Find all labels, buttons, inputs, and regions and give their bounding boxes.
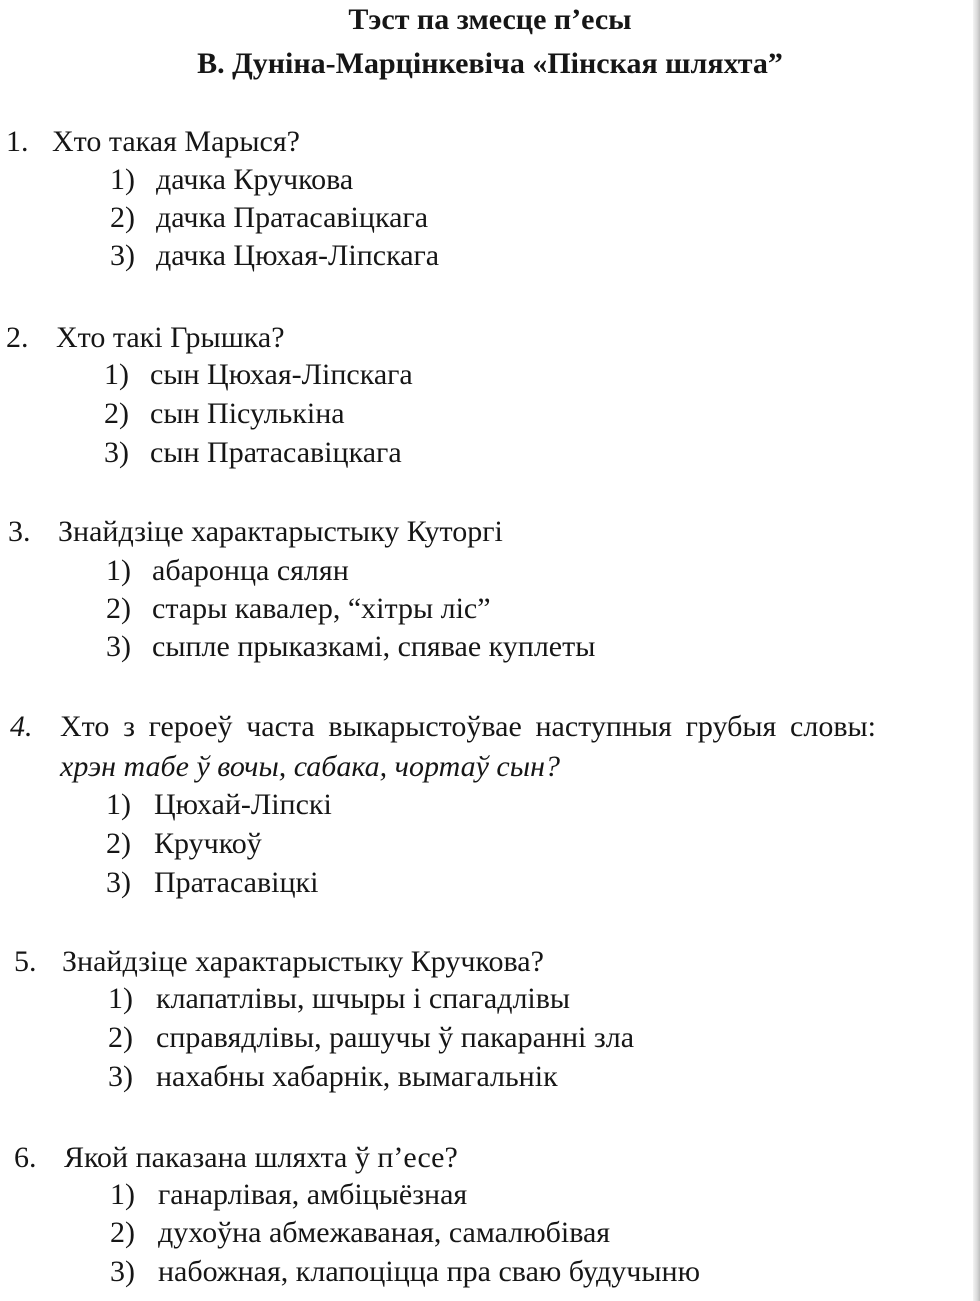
option-number: 1) xyxy=(108,982,133,1015)
question-4-option-2 xyxy=(106,826,262,862)
question-quote: хрэн табе ў вочы, сабака, чортаў сын? xyxy=(60,750,560,783)
question-number: 2. xyxy=(6,321,29,354)
option-number: 1) xyxy=(104,358,129,391)
question-2-option-1 xyxy=(104,357,413,393)
option-text: Кручкоў xyxy=(154,827,262,860)
question-text: Знайдзіце характарыстыку Куторгі xyxy=(58,515,503,548)
option-text: сын Пратасавіцкага xyxy=(150,436,402,469)
option-text: набожная, клапоціцца пра сваю будучыню xyxy=(158,1255,701,1288)
option-number: 3) xyxy=(110,1255,135,1288)
title-line-1: Тэст па змесце п’есы xyxy=(348,3,632,36)
question-5-option-2 xyxy=(108,1020,634,1056)
question-2-option-3 xyxy=(104,435,402,471)
question-1-option-3 xyxy=(110,238,439,274)
question-3-option-2 xyxy=(106,591,491,627)
question-3-option-1 xyxy=(106,553,349,589)
option-number: 3) xyxy=(110,239,135,272)
question-3-option-3 xyxy=(106,629,595,665)
question-6-option-2 xyxy=(110,1215,610,1251)
question-5 xyxy=(14,944,544,980)
question-4 xyxy=(60,707,876,787)
option-text: стары кавалер, “хітры ліс” xyxy=(152,592,491,625)
scan-edge xyxy=(973,0,980,1301)
option-number: 3) xyxy=(108,1060,133,1093)
option-number: 2) xyxy=(106,827,131,860)
question-1-option-2 xyxy=(110,200,428,236)
question-6-option-3 xyxy=(110,1254,700,1290)
question-number: 3. xyxy=(8,515,31,548)
option-number: 2) xyxy=(110,1216,135,1249)
option-number: 2) xyxy=(104,397,129,430)
question-text: Якой паказана шляхта ў п’есе? xyxy=(64,1141,458,1174)
question-1-option-1 xyxy=(110,162,353,198)
option-text: сын Цюхая-Ліпскага xyxy=(150,358,413,391)
option-number: 1) xyxy=(106,554,131,587)
option-number: 1) xyxy=(106,788,131,821)
title-line-2: В. Дуніна-Марцінкевіча «Пінская шляхта” xyxy=(197,47,783,80)
question-number: 5. xyxy=(14,945,37,978)
option-number: 2) xyxy=(106,592,131,625)
question-text: Хто такі Грышка? xyxy=(56,321,285,354)
option-text: абаронца сялян xyxy=(152,554,349,587)
option-text: нахабны хабарнік, вымагальнік xyxy=(156,1060,558,1093)
option-number: 3) xyxy=(104,436,129,469)
option-text: ганарлівая, амбіцыёзная xyxy=(158,1178,468,1211)
option-text: Цюхай-Ліпскі xyxy=(154,788,332,821)
question-4-option-3 xyxy=(106,865,318,901)
option-number: 2) xyxy=(110,201,135,234)
question-6-option-1 xyxy=(110,1177,467,1213)
option-text: дачка Кручкова xyxy=(156,163,354,196)
option-number: 3) xyxy=(106,866,131,899)
option-text: Пратасавіцкі xyxy=(154,866,319,899)
question-number: 6. xyxy=(14,1141,37,1174)
question-2-option-2 xyxy=(104,396,345,432)
option-text: справядлівы, рашучы ў пакаранні зла xyxy=(156,1021,635,1054)
option-text: сыпле прыказкамі, спявае куплеты xyxy=(152,630,596,663)
option-text: клапатлівы, шчыры і спагадлівы xyxy=(156,982,571,1015)
question-4-option-1 xyxy=(106,787,332,823)
question-6 xyxy=(14,1140,458,1176)
question-5-option-3 xyxy=(108,1059,558,1095)
option-text: духоўна абмежаваная, самалюбівая xyxy=(158,1216,611,1249)
question-text: Хто з героеў часта выкарыстоўвае наступныя грубыя словы: xyxy=(60,710,876,743)
question-text: Знайдзіце характарыстыку Кручкова? xyxy=(62,945,544,978)
question-text: Хто такая Марыся? xyxy=(52,125,300,158)
question-number: 1. xyxy=(6,125,29,158)
question-5-option-1 xyxy=(108,981,570,1017)
question-1 xyxy=(6,124,300,160)
option-number: 1) xyxy=(110,163,135,196)
option-text: дачка Цюхая-Ліпскага xyxy=(156,239,440,272)
option-number: 2) xyxy=(108,1021,133,1054)
option-number: 1) xyxy=(110,1178,135,1211)
option-text: сын Пісулькіна xyxy=(150,397,345,430)
question-2 xyxy=(6,320,285,356)
option-number: 3) xyxy=(106,630,131,663)
question-3 xyxy=(8,514,503,550)
question-4-number: 4. xyxy=(10,710,33,743)
option-text: дачка Пратасавіцкага xyxy=(156,201,429,234)
